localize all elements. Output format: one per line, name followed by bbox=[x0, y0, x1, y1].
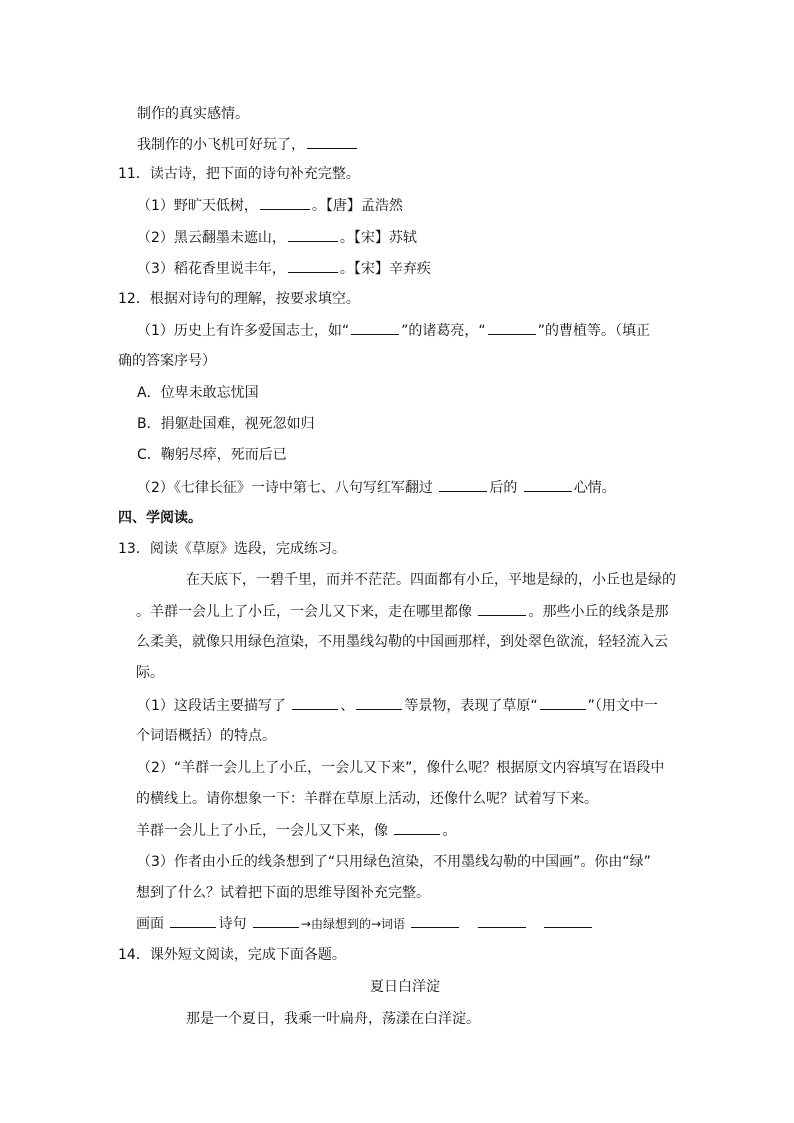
answer-blank[interactable] bbox=[253, 913, 299, 928]
option-c bbox=[137, 445, 287, 465]
option-text: C．鞠躬尽瘁，死而后已 bbox=[137, 447, 287, 463]
option-a bbox=[137, 383, 259, 403]
line-text: 制作的真实感情。 bbox=[137, 106, 249, 122]
text-line bbox=[137, 134, 359, 155]
line-text: 。【唐】孟浩然 bbox=[311, 198, 403, 214]
answer-blank[interactable] bbox=[351, 320, 399, 335]
line-text: 羊群一会儿上了小丘，一会儿又下来，像 bbox=[136, 823, 388, 839]
q11-item-1 bbox=[137, 195, 403, 216]
passage-line bbox=[186, 1009, 480, 1029]
line-text: 。【宋】苏轼 bbox=[339, 230, 417, 246]
answer-blank[interactable] bbox=[478, 913, 526, 928]
text-line bbox=[136, 726, 276, 746]
passage-text: 际。 bbox=[136, 665, 164, 681]
passage-text: 那是一个夏日，我乘一叶扁舟，荡漾在白洋淀。 bbox=[186, 1011, 480, 1027]
passage-text: 在天底下，一碧千里，而并不茫茫。四面都有小丘，平地是绿的，小丘也是绿的 bbox=[186, 572, 676, 588]
mind-map-label: 诗句 bbox=[218, 916, 247, 932]
line-text: （2）黑云翻墨未遮山， bbox=[137, 230, 286, 246]
heading-text: 四、学阅读。 bbox=[118, 510, 202, 526]
text-line bbox=[136, 883, 430, 903]
passage-text: 。羊群一会儿上了小丘，一会儿又下来，走在哪里都像 bbox=[136, 604, 472, 620]
question-text: 12．根据对诗句的理解，按要求填空。 bbox=[118, 291, 360, 307]
line-text: 想到了什么？试着把下面的思维导图补充完整。 bbox=[136, 885, 430, 901]
question-11 bbox=[118, 164, 360, 184]
line-text: ”（用文中一 bbox=[587, 698, 658, 714]
line-text: （1）这段话主要描写了 bbox=[137, 698, 286, 714]
question-text: 11．读古诗，把下面的诗句补充完整。 bbox=[118, 166, 360, 182]
passage-line bbox=[186, 570, 676, 590]
line-text: 确的答案序号） bbox=[118, 353, 216, 369]
question-14 bbox=[118, 945, 346, 965]
question-text: 14．课外短文阅读，完成下面各题。 bbox=[118, 947, 346, 963]
line-text: 。 bbox=[442, 823, 457, 839]
answer-blank[interactable] bbox=[478, 601, 526, 616]
line-text: 等景物，表现了草原“ bbox=[404, 698, 538, 714]
line-text: （1）野旷天低树， bbox=[137, 198, 258, 214]
text-line bbox=[137, 104, 249, 124]
line-text: （1）历史上有许多爱国志士，如“ bbox=[137, 323, 350, 339]
question-13 bbox=[118, 539, 346, 559]
passage-line bbox=[136, 663, 164, 683]
option-b bbox=[137, 414, 315, 434]
answer-blank[interactable] bbox=[356, 695, 402, 710]
passage-line bbox=[136, 601, 668, 622]
line-text: 个词语概括）的特点。 bbox=[136, 728, 276, 744]
q12-item-1 bbox=[137, 320, 650, 341]
text-line bbox=[136, 789, 598, 809]
line-text: （3）作者由小丘的线条想到了“只用绿色渲染，不用墨线勾勒的中国画”。你由“绿” bbox=[137, 854, 651, 870]
answer-blank[interactable] bbox=[524, 477, 572, 492]
line-text: ”的曹植等。（填正 bbox=[537, 323, 650, 339]
line-text: 后的 bbox=[489, 480, 518, 496]
option-text: B．捐躯赴国难，视死忽如归 bbox=[137, 416, 315, 432]
line-text: ”的诸葛亮，“ bbox=[401, 323, 486, 339]
q13-item-1 bbox=[137, 695, 658, 716]
answer-blank[interactable] bbox=[288, 227, 338, 242]
line-text: 、 bbox=[340, 698, 355, 714]
answer-blank[interactable] bbox=[307, 134, 357, 149]
answer-blank[interactable] bbox=[411, 913, 459, 928]
mind-map-line bbox=[136, 913, 594, 934]
question-text: 13．阅读《草原》选段，完成练习。 bbox=[118, 541, 346, 557]
q13-item-2 bbox=[137, 758, 664, 778]
question-12 bbox=[118, 289, 360, 309]
answer-blank[interactable] bbox=[544, 913, 592, 928]
passage-line bbox=[136, 632, 668, 652]
answer-blank[interactable] bbox=[292, 695, 338, 710]
answer-blank[interactable] bbox=[394, 820, 440, 835]
line-text: 的横线上。请你想象一下：羊群在草原上活动，还像什么呢？试着写下来。 bbox=[136, 791, 598, 807]
line-text: （2）《七律长征》一诗中第七、八句写红军翻过 bbox=[137, 480, 433, 496]
section-heading bbox=[118, 508, 202, 528]
option-text: A．位卑未敢忘忧国 bbox=[137, 385, 259, 401]
passage-text: 。那些小丘的线条是那 bbox=[528, 604, 669, 620]
answer-blank[interactable] bbox=[439, 477, 487, 492]
answer-blank[interactable] bbox=[488, 320, 536, 335]
text-line bbox=[118, 351, 216, 371]
q12-item-2 bbox=[137, 477, 616, 498]
answer-blank[interactable] bbox=[170, 913, 216, 928]
line-text: 心情。 bbox=[573, 480, 616, 496]
answer-blank[interactable] bbox=[260, 195, 310, 210]
mind-map-label: 画面 bbox=[136, 916, 164, 932]
q11-item-2 bbox=[137, 227, 417, 248]
passage-text: 么柔美，就像只用绿色渲染，不用墨线勾勒的中国画那样，到处翠色欲流，轻轻流入云 bbox=[136, 634, 668, 650]
title-text: 夏日白洋淀 bbox=[370, 979, 440, 995]
q11-item-3 bbox=[137, 258, 431, 279]
mind-map-label: →由绿想到的→词语 bbox=[300, 917, 406, 931]
answer-blank[interactable] bbox=[288, 258, 338, 273]
line-text: （3）稻花香里说丰年， bbox=[137, 261, 286, 277]
passage-title bbox=[370, 977, 440, 997]
line-text: 。【宋】辛弃疾 bbox=[339, 261, 431, 277]
line-text: （2）“羊群一会儿上了小丘，一会儿又下来”，像什么呢？根据原文内容填写在语段中 bbox=[137, 760, 665, 776]
answer-blank[interactable] bbox=[540, 695, 586, 710]
text-line bbox=[136, 820, 456, 841]
line-text: 我制作的小飞机可好玩了， bbox=[137, 137, 305, 153]
q13-item-3 bbox=[137, 852, 651, 872]
